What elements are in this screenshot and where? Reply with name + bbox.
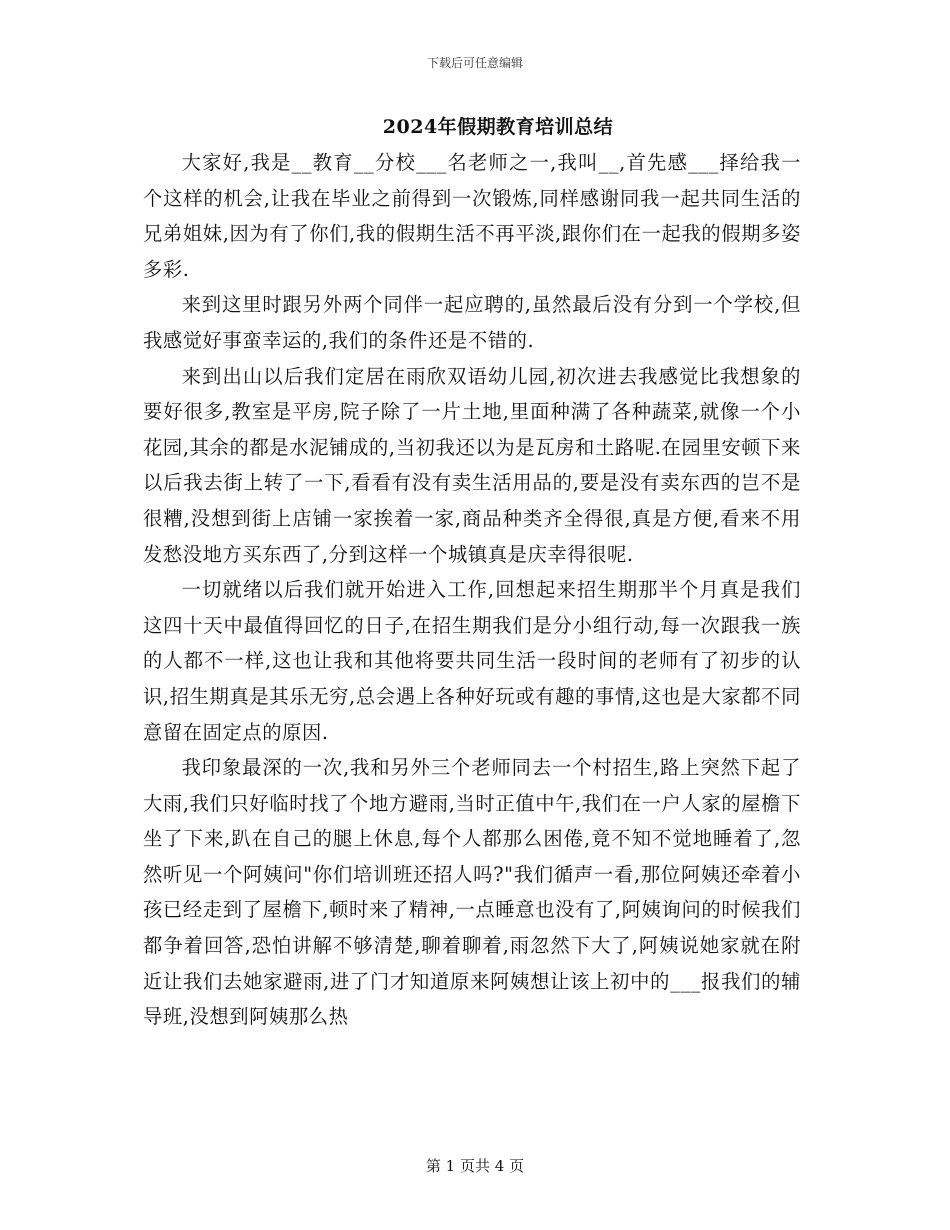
- paragraph: 来到出山以后我们定居在雨欣双语幼儿园,初次进去我感觉比我想象的要好很多,教室是平房,院子除了一片土地,里面种满了各种蔬菜,就像一个小花园,其余的都是水泥铺成的,当初我还以为是瓦房和土路呢.在园里安顿下来以后我去街上转了一下,看看有没有卖生活用品的,要是没有卖东西的岂不是很糟,没想到街上店铺一家挨着一家,商品种类齐全得很,真是方便,看来不用发愁没地方买东西了,分到这样一个城镇真是庆幸得很呢.: [143, 364, 801, 566]
- document-body: [143, 145, 801, 1035]
- paragraph: 来到这里时跟另外两个同伴一起应聘的,虽然最后没有分到一个学校,但我感觉好事蛮幸运的,我们的条件还是不错的.: [143, 293, 801, 352]
- header-note: 下载后可任意编辑: [426, 56, 523, 70]
- paragraph: 大家好,我是__教育__分校___名老师之一,我叫__,首先感___择给我一个这样的机会,让我在毕业之前得到一次锻炼,同样感谢同我一起共同生活的兄弟姐妹,因为有了你们,我的假期生活不再平淡,跟你们在一起我的假期多姿多彩.: [143, 151, 801, 281]
- document-title: 2024年假期教育培训总结: [382, 116, 614, 138]
- paragraph: 我印象最深的一次,我和另外三个老师同去一个村招生,路上突然下起了大雨,我们只好临时找了个地方避雨,当时正值中午,我们在一户人家的屋檐下坐了下来,趴在自己的腿上休息,每个人都那么困倦,竟不知不觉地睡着了,忽然听见一个阿姨问"你们培训班还招人吗?"我们循声一看,那位阿姨还牵着小孩已经走到了屋檐下,顿时来了精神,一点睡意也没有了,阿姨询问的时候我们都争着回答,恐怕讲解不够清楚,聊着聊着,雨忽然下大了,阿姨说她家就在附近让我们去她家避雨,进了门才知道原来阿姨想让该上初中的___报我们的辅导班,没想到阿姨那么热: [143, 756, 801, 1029]
- paragraph: 一切就绪以后我们就开始进入工作,回想起来招生期那半个月真是我们这四十天中最值得回忆的日子,在招生期我们是分小组行动,每一次跟我一族的人都不一样,这也让我和其他将要共同生活一段时间的老师有了初步的认识,招生期真是其乐无穷,总会遇上各种好玩或有趣的事情,这也是大家都不同意留在固定点的原因.: [143, 578, 801, 744]
- page-number: 第 1 页共 4 页: [425, 1157, 525, 1175]
